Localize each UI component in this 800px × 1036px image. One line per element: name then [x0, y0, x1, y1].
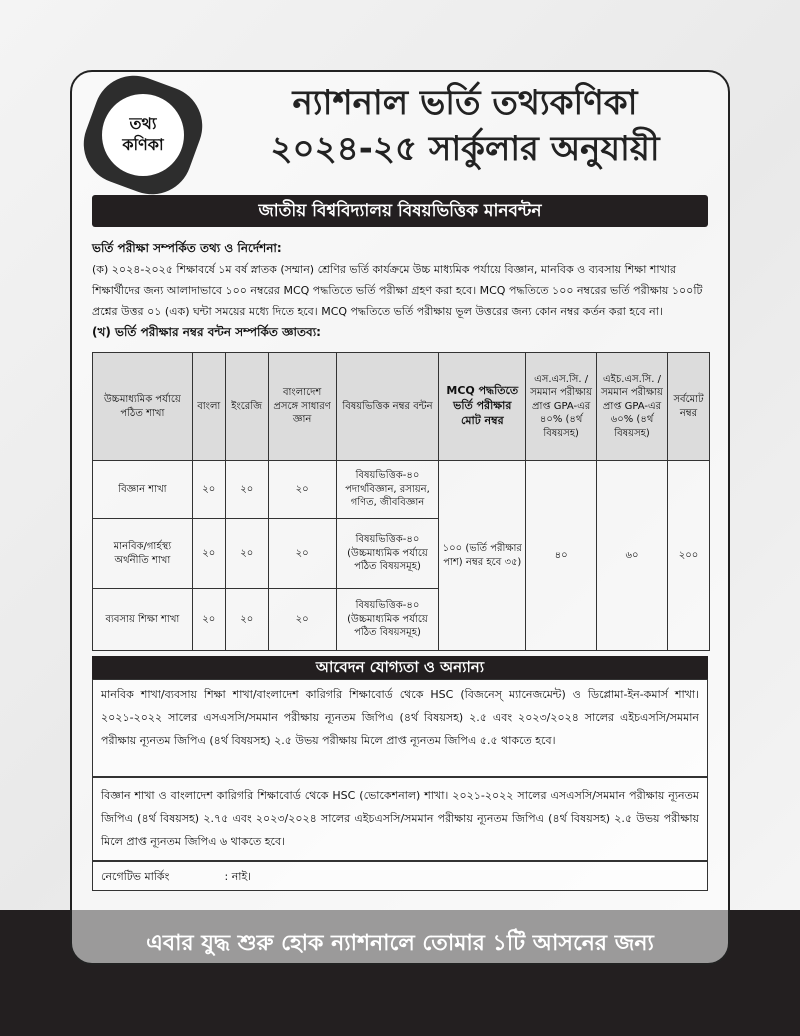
gk-cell: ২০ [268, 519, 336, 589]
col-header: এস.এস.সি. /সমমান পরীক্ষায় প্রাপ্ত GPA-এর ৪০% (৪র্থ বিষয়সহ) [526, 353, 597, 461]
footer-slogan: এবার যুদ্ধ শুরু হোক ন্যাশনালে তোমার ১টি আসনের জন্য [146, 931, 654, 956]
subject-cell: বিষয়ভিত্তিক-৪০ (উচ্চমাধ্যমিক পর্যায়ে পঠিত বিষয়সমূহ) [336, 519, 439, 589]
english-cell: ২০ [225, 589, 268, 651]
logo [88, 80, 198, 190]
branch-cell: বিজ্ঞান শাখা [93, 461, 193, 519]
subject-cell: বিষয়ভিত্তিক-৪০ (উচ্চমাধ্যমিক পর্যায়ে পঠিত বিষয়সমূহ) [336, 589, 439, 651]
negative-marking-value: : নাই। [224, 870, 252, 883]
eligibility-paragraph-2: বিজ্ঞান শাখা ও বাংলাদেশ কারিগরি শিক্ষাবোর্ড থেকে HSC (ভোকেশনাল) শাখা। ২০২১-২০২২ সালের এসএসসি/সমমান পরীক্ষায় ন্যূনতম জিপিএ (৪র্থ বিষয়সহ) ২.৭৫ এবং ২০২৩/২০২৪ সালের এইচএসসি/সমমান পরীক্ষায় ন্যূনতম জিপিএ (৪র্থ বিষয়সহ) ২.৫ উভয় পরীক্ষায় মিলে প্রাপ্ত ন্যূনতম জিপিএ ৬ থাকতে হবে। [92, 777, 708, 861]
hsc-cell: ৬০ [597, 461, 668, 651]
table-row [93, 461, 710, 519]
english-cell: ২০ [225, 461, 268, 519]
title-line-2: ২০২৪-২৫ সার্কুলার অনুযায়ী [270, 129, 660, 169]
bangla-cell: ২০ [192, 461, 225, 519]
branch-cell: মানবিক/গার্হস্থ্য অর্থনীতি শাখা [93, 519, 193, 589]
english-cell: ২০ [225, 519, 268, 589]
gk-cell: ২০ [268, 461, 336, 519]
negative-marking-label: নেগেটিভ মার্কিং [101, 870, 170, 883]
branch-cell: ব্যবসায় শিক্ষা শাখা [93, 589, 193, 651]
bangla-cell: ২০ [192, 519, 225, 589]
intro-section [92, 238, 708, 343]
page-title [210, 80, 720, 172]
grand-total-cell: ২০০ [668, 461, 710, 651]
ssc-cell: ৪০ [526, 461, 597, 651]
col-header: বাংলা [192, 353, 225, 461]
intro-paragraph-k: (ক) ২০২৪-২০২৫ শিক্ষাবর্ষে ১ম বর্ষ স্নাতক (সম্মান) শ্রেণির ভর্তি কার্যক্রমে উচ্চ মাধ্যমিক পর্যায়ে বিজ্ঞান, মানবিক ও ব্যবসায় শিক্ষা শাখার শিক্ষার্থীদের জন্য আলাদাভাবে ১০০ নম্বরের MCQ পদ্ধতিতে ভর্তি পরীক্ষা গ্রহণ করা হবে। MCQ পদ্ধতিতে ১০০ নম্বরের ভর্তি পরীক্ষায় ১০০টি প্রশ্নের উত্তর ০১ (এক) ঘন্টা সময়ের মধ্যে দিতে হবে। MCQ পদ্ধতিতে ভর্তি পরীক্ষায় ভূল উত্তরের জন্য কোন নম্বর কর্তন করা হবে না। [92, 263, 703, 318]
logo-text-2: কণিকা [122, 135, 164, 154]
col-header: উচ্চমাধ্যমিক পর্যায়ে পঠিত শাখা [93, 353, 193, 461]
subtitle-bar: জাতীয় বিশ্ববিদ্যালয় বিষয়ভিত্তিক মানবন্টন [92, 195, 708, 227]
intro-heading-kh: (খ) ভর্তি পরীক্ষার নম্বর বন্টন সম্পর্কিত জ্ঞাতব্য: [92, 325, 321, 339]
col-header: MCQ পদ্ধতিতে ভর্তি পরীক্ষার মোট নম্বর [439, 353, 526, 461]
col-header: এইচ.এস.সি. /সমমান পরীক্ষায় প্রাপ্ত GPA-এর ৬০% (৪র্থ বিষয়সহ) [597, 353, 668, 461]
col-header: বাংলাদেশ প্রসঙ্গে সাধারণ জ্ঞান [268, 353, 336, 461]
negative-marking-row [92, 861, 708, 891]
table-header-row [93, 353, 710, 461]
marks-table [92, 352, 710, 651]
gk-cell: ২০ [268, 589, 336, 651]
intro-heading: ভর্তি পরীক্ষা সম্পর্কিত তথ্য ও নির্দেশনা: [92, 241, 282, 255]
logo-text-1: তথ্য [129, 114, 157, 134]
eligibility-paragraph-1: মানবিক শাখা/ব্যবসায় শিক্ষা শাখা/বাংলাদেশ কারিগরি শিক্ষাবোর্ড থেকে HSC (বিজনেস্ ম্যানেজমেন্ট) ও ডিপ্লোমা-ইন-কমার্স শাখা। ২০২১-২০২২ সালের এসএসসি/সমমান পরীক্ষায় ন্যূনতম জিপিএ (৪র্থ বিষয়সহ) ২.৫ এবং ২০২৩/২০২৪ সালের এইচএসসি/সমমান পরীক্ষায় ন্যূনতম জিপিএ (৪র্থ বিষয়সহ) ২.৫ উভয় পরীক্ষায় মিলে প্রাপ্ত ন্যূনতম জিপিএ ৫.৫ থাকতে হবে। [92, 679, 708, 777]
col-header: বিষয়ভিত্তিক নম্বর বন্টন [336, 353, 439, 461]
subject-cell: বিষয়ভিত্তিক-৪০ পদার্থবিজ্ঞান, রসায়ন, গণিত, জীববিজ্ঞান [336, 461, 439, 519]
bangla-cell: ২০ [192, 589, 225, 651]
col-header: ইংরেজি [225, 353, 268, 461]
mcq-total-cell: ১০০ (ভর্তি পরীক্ষার পাশ) নম্বর হবে ৩৫) [439, 461, 526, 651]
col-header: সর্বমোট নম্বর [668, 353, 710, 461]
eligibility-heading: আবেদন যোগ্যতা ও অন্যান্য [92, 656, 708, 679]
title-line-1: ন্যাশনাল ভর্তি তথ্যকণিকা [292, 83, 638, 123]
